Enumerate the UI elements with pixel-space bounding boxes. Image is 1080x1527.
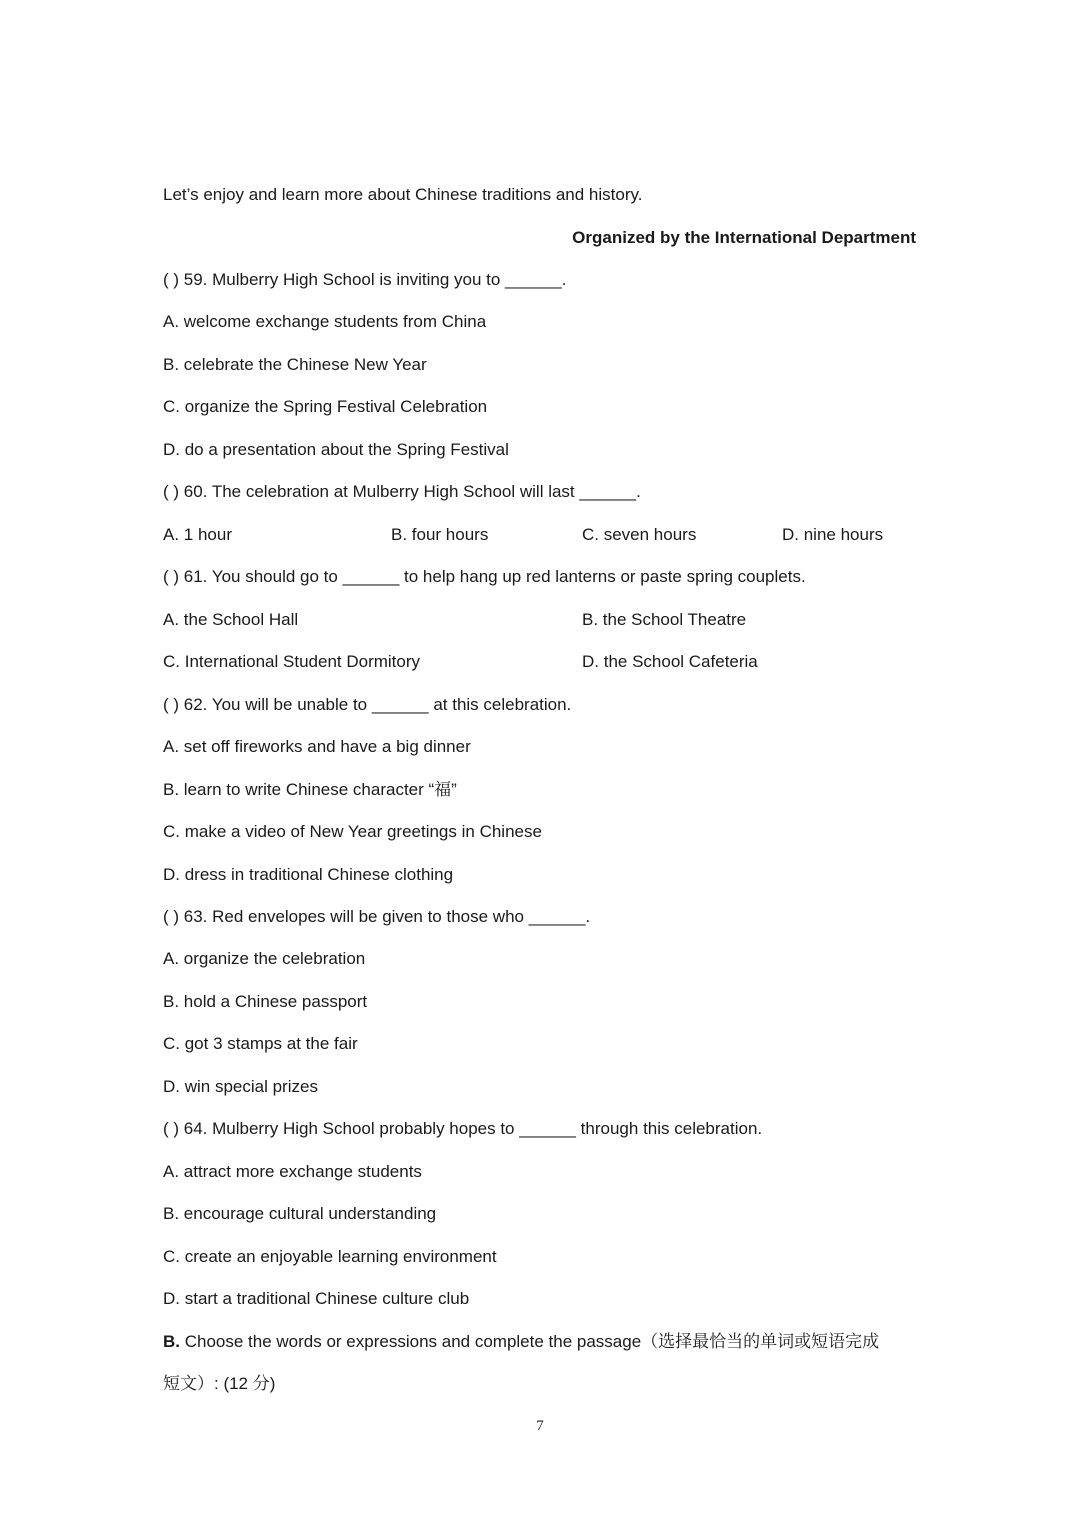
question-63-option-b: B. hold a Chinese passport [163, 992, 368, 1011]
organizer-text: Organized by the International Department [572, 228, 916, 247]
question-62-option-c: C. make a video of New Year greetings in Chinese [163, 822, 542, 841]
question-63-option-c: C. got 3 stamps at the fair [163, 1034, 358, 1053]
question-64-option-a: A. attract more exchange students [163, 1162, 422, 1181]
question-61-option-a: A. the School Hall [163, 610, 299, 629]
question-63-option-a: A. organize the celebration [163, 949, 366, 968]
question-59-option-d: D. do a presentation about the Spring Festival [163, 440, 509, 459]
question-61-option-c: C. International Student Dormitory [163, 652, 421, 671]
question-62-option-b: B. learn to write Chinese character “福” [163, 780, 457, 799]
question-60-option-c: C. seven hours [582, 525, 697, 544]
question-59-option-a: A. welcome exchange students from China [163, 312, 487, 331]
intro-text: Let’s enjoy and learn more about Chinese traditions and history. [163, 185, 643, 204]
page-number: 7 [536, 1418, 544, 1434]
question-60-option-b: B. four hours [391, 525, 489, 544]
question-64-option-c: C. create an enjoyable learning environment [163, 1247, 497, 1266]
section-b-instructions [163, 1331, 879, 1353]
question-62-option-a: A. set off fireworks and have a big dinner [163, 737, 471, 756]
section-b-instructions-cont: 短文）: (12 分) [163, 1374, 276, 1393]
section-b-text: Choose the words or expressions and complete the passage（选择最恰当的单词或短语完成 [180, 1332, 880, 1351]
question-60-option-d: D. nine hours [782, 525, 884, 544]
question-62-option-d: D. dress in traditional Chinese clothing [163, 865, 454, 884]
section-b-label: B. [163, 1332, 180, 1351]
question-60-stem: ( ) 60. The celebration at Mulberry High School will last ______. [163, 482, 641, 501]
question-59-option-b: B. celebrate the Chinese New Year [163, 355, 427, 374]
question-64-option-d: D. start a traditional Chinese culture club [163, 1289, 470, 1308]
question-61-option-d: D. the School Cafeteria [582, 652, 758, 671]
question-59-stem: ( ) 59. Mulberry High School is inviting you to ______. [163, 270, 567, 289]
question-61-stem: ( ) 61. You should go to ______ to help hang up red lanterns or paste spring couplets. [163, 567, 806, 586]
question-59-option-c: C. organize the Spring Festival Celebration [163, 397, 488, 416]
question-62-stem: ( ) 62. You will be unable to ______ at this celebration. [163, 695, 572, 714]
question-64-option-b: B. encourage cultural understanding [163, 1204, 437, 1223]
question-64-stem: ( ) 64. Mulberry High School probably hopes to ______ through this celebration. [163, 1119, 763, 1138]
question-63-stem: ( ) 63. Red envelopes will be given to those who ______. [163, 907, 591, 926]
question-61-option-b: B. the School Theatre [582, 610, 747, 629]
question-60-option-a: A. 1 hour [163, 525, 232, 544]
question-63-option-d: D. win special prizes [163, 1077, 318, 1096]
